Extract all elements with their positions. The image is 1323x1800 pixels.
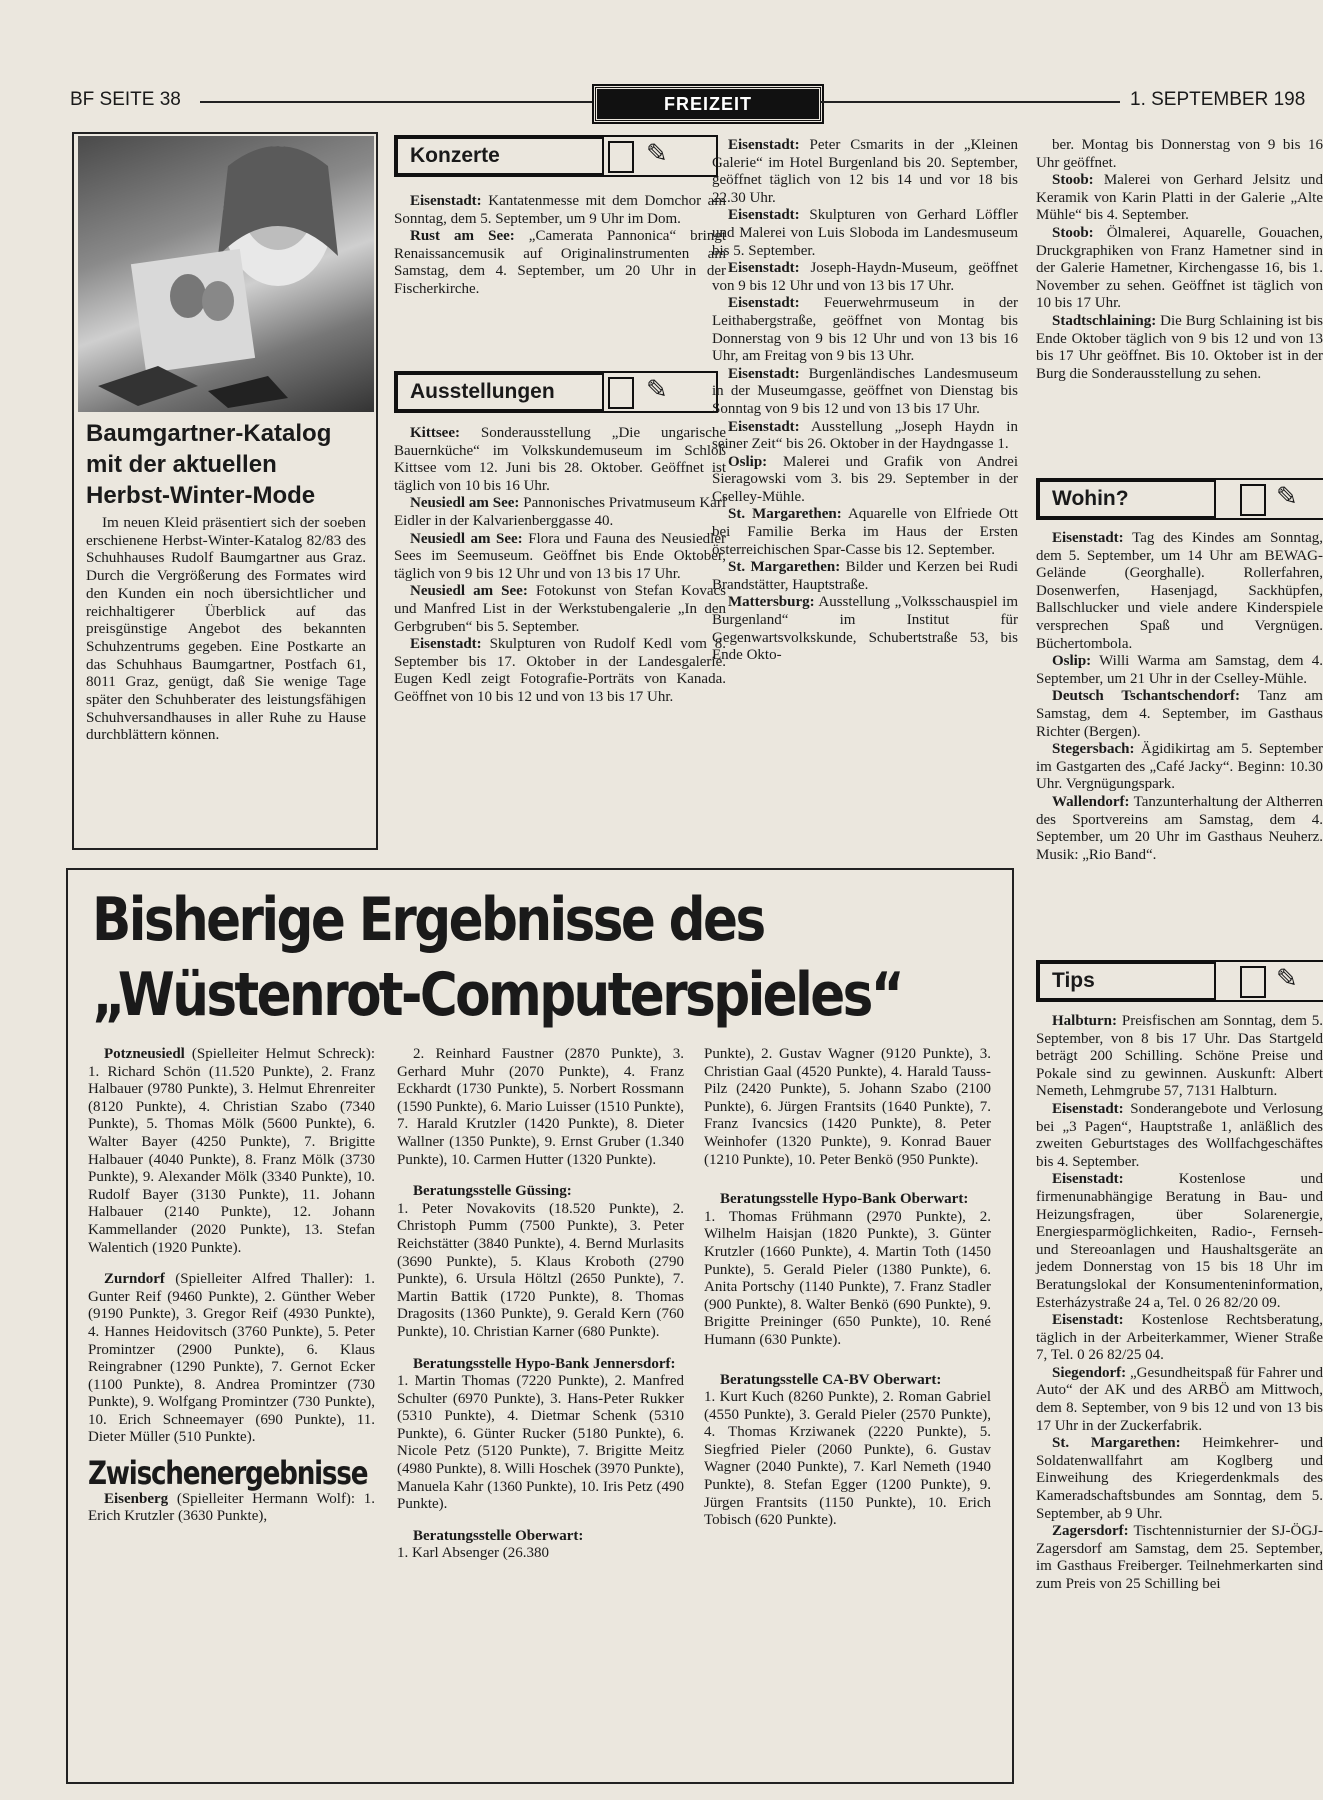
list-item [1036, 1013, 1323, 1101]
item-text: Bilder und Kerzen bei Rudi Brandstätter, Hauptstraße. [712, 559, 1018, 593]
place-name: Beratungsstelle Güssing: [413, 1183, 572, 1200]
item-text: ber. Montag bis Donnerstag von 9 bis 16 Uhr geöffnet. [1036, 137, 1323, 171]
item-text: Ausstellung „Joseph Haydn in seiner Zeit“ bis 26. Oktober in der Haydngasse 1. [712, 418, 1018, 453]
item-text: 1. Martin Thomas (7220 Punkte), 2. Manfred Schulter (6970 Punkte), 3. Hans-Peter Rukker (5310 Punkte), 4. Dietmar Schenk (5310 Punkte), 6. Günter Rucker (5180 Punkte), 6. Nicole Petz (5120 Punkte), 7. Brigitte Meitz (4980 Punkte), 8. Willi Hoschek (3970 Punkte), Manuela Kahr (1360 Punkte), 10. Iris Petz (490 Punkte). [397, 1373, 685, 1513]
place-name: Siegendorf: [1052, 1364, 1127, 1381]
item-text: Sonderangebote und Verlosung bei „3 Pagen“, Hauptstraße 1, anläßlich des zweiten Geburtstages des Wollfachgeschäftes bis 4. September. [1036, 1100, 1323, 1170]
item-text: Ölmalerei, Aquarelle, Gouachen, Druckgraphiken von Franz Hametner sind in der Galerie Hametner, Kirchengasse 16, bis 1. November zu sehen. Geöffnet ist täglich von 10 bis 17 Uhr. [1036, 224, 1323, 312]
place-name: Eisenstadt: [728, 260, 800, 277]
list-item [712, 419, 1018, 454]
item-text: Heimkehrer- und Soldatenwallfahrt am Koglberg und Einweihung des Kriegerdenkmals des Kameradschaftsbundes am Sonntag, dem 5. September, ab 9 Uhr. [1036, 1435, 1323, 1522]
place-name: Eisenstadt: [728, 418, 800, 435]
list-item [394, 531, 726, 584]
item-text: (Spielleiter Helmut Schreck): 1. Richard Schön (11.520 Punkte), 2. Franz Halbauer (9780 Punkte), 3. Helmut Ehrenreiter (8120 Punkte), 4. Christian Szabo (7340 Punkte), 5. Thomas Mölk (5600 Punkte), 6. Walter Bayer (4250 Punkte), 7. Brigitte Halbauer (4040 Punkte), 8. Franz Mölk (3730 Punkte), 9. Alexander Mölk (3340 Punkte), 10. Rudolf Bayer (3130 Punkte), 11. Johann Halbauer (2140 Punkte), 12. Johann Kammellander (2020 Punkte), 13. Stefan Walentich (1920 Punkte). [88, 1046, 375, 1256]
item-text: Ausstellung „Volksschauspiel im Burgenland“ im Institut für Gegenwartsvolkskunde, Schubertstraße 53, bis Ende Okto- [712, 594, 1018, 664]
ausstellungen-continued [712, 137, 1018, 665]
list-item [712, 207, 1018, 260]
list-item [712, 295, 1018, 365]
place-name: Zagersdorf: [1052, 1523, 1129, 1540]
ad-body-text: Im neuen Kleid präsentiert sich der soeben erschienene Herbst-Winter-Katalog 82/83 des Schuhhauses Rudolf Baumgartner aus Graz. Durch die Vergrößerung des Formates wird den Kunden ein noch übersichtlicher und reichhaltigerer Überblick auf das preisgünstige Angebot des bekannten Schuhzentrums gegeben. Eine Postkarte an das Schuhhaus Baumgartner, Postfach 61, 8011 Graz, genügt, daß Sie wenige Tage später den Schuhberater des leistungsfähigen Schuhversandhauses in aller Ruhe zu Hause durchblättern können. [86, 514, 366, 744]
place-name: Beratungsstelle Hypo-Bank Oberwart: [720, 1191, 969, 1208]
section-box-wohin [1036, 478, 1323, 520]
place-name: St. Margarethen: [728, 559, 841, 576]
place-name: Eisenstadt: [728, 137, 800, 153]
item-text: Joseph-Haydn-Museum, geöffnet von 9 bis 12 Uhr und von 13 bis 17 Uhr. [712, 260, 1019, 294]
pen-icon: ✎ [1276, 964, 1298, 994]
place-name: Kittsee: [410, 425, 460, 441]
ad-headline-line: Herbst-Winter-Mode [86, 482, 316, 509]
list-item [394, 495, 726, 530]
tips-list [1036, 1013, 1323, 1594]
item-text: Skulpturen von Rudolf Kedl vom 8. September bis 17. Oktober in der Landesgalerie. Eugen Kedl zeigt Fotografie-Porträts von Kanada. Geöffnet von 10 bis 12 und von 13 bis 17 Uhr. [394, 636, 726, 705]
header-rule-right [820, 101, 1120, 103]
place-name: Eisenstadt: [1052, 1171, 1124, 1188]
item-text: Burgenländisches Landesmuseum in der Museumgasse, geöffnet von Dienstag bis Sonntag von 9 bis 12 und von 13 bis 17 Uhr. [712, 365, 1019, 417]
item-text: Malerei von Gerhard Jelsitz und Keramik von Karin Platti in der Galerie „Alte Mühle“ bis 4. September. [1036, 172, 1323, 224]
place-name: Deutsch Tschantschendorf: [1052, 688, 1241, 705]
list-item [712, 506, 1018, 559]
section-dot [1240, 484, 1266, 516]
item-text: 1. Thomas Frühmann (2970 Punkte), 2. Wilhelm Haisjan (1820 Punkte), 3. Günter Krutzler (1660 Punkte), 4. Martin Toth (1450 Punkte), 5. Gerald Pieler (1380 Punkte), 6. Anita Portschy (1140 Punkte), 7. Franz Stadler (900 Punkte), 8. Walter Benkö (690 Punkte), 9. Brigitte Preininger (650 Punkte), 10. René Humann (630 Punkte). [704, 1208, 991, 1348]
item-text: Peter Csmarits in der „Kleinen Galerie“ im Hotel Burgenland bis 20. September, geöffnet täglich von 12 bis 14 und vor 18 bis 22.30 Uhr. [712, 137, 1018, 206]
place-name: Oslip: [728, 453, 768, 470]
section-label-wohin: Wohin? [1038, 480, 1216, 518]
pen-icon: ✎ [646, 139, 668, 169]
place-name: Potzneusiedl [104, 1046, 185, 1062]
section-dot [608, 377, 634, 409]
item-text: Skulpturen von Gerhard Löffler und Malerei von Luis Sloboda im Landesmuseum bis 5. September. [712, 207, 1019, 259]
item-text: Tanzunterhaltung der Altherren des Sportvereins am Samstag, dem 4. September, um 20 Uhr im Gasthaus Neuherz. Musik: „Rio Band“. [1036, 793, 1323, 863]
list-item [1036, 313, 1323, 383]
item-text: Sonderausstellung „Die ungarische Bauernküche“ im Volkskundemuseum im Schloß Kittsee vom 12. Juni bis 28. Oktober. Geöffnet ist täglich von 10 bis 16 Uhr. [394, 425, 727, 494]
list-item [712, 594, 1018, 664]
list-item [1036, 741, 1323, 794]
list-item [397, 1528, 684, 1563]
place-name: Rust am See: [410, 228, 515, 245]
interim-results-heading: Zwischenergebnisse [88, 1454, 368, 1493]
section-dot [1240, 966, 1266, 998]
item-text: Tag des Kindes am Sonntag, dem 5. September, um 14 Uhr am BEWAG-Gelände (Georghalle). Rollerfahren, Dosenwerfen, Hasenjagd, Sackhüpfen, Ballschlucker und viele andere Kinderspiele versprechen Spaß und Vergnügen. Büchertombola. [1036, 530, 1323, 652]
konzerte-list [394, 193, 726, 299]
list-item [1036, 1435, 1323, 1523]
place-name: Beratungsstelle CA-BV Oberwart: [720, 1371, 942, 1388]
list-item [712, 559, 1018, 594]
list-item [1036, 1171, 1323, 1312]
results-col-2 [397, 1046, 684, 1563]
list-item [704, 1372, 991, 1530]
ad-headline-line: Baumgartner-Katalog [86, 420, 332, 447]
list-item [1036, 137, 1323, 172]
place-name: St. Margarethen: [1052, 1435, 1181, 1452]
section-label-ausstellungen: Ausstellungen [396, 373, 604, 411]
item-text: „Camerata Pannonica“ bringt Renaissancemusik auf Originalinstrumenten am Samstag, dem 4. September, um 20 Uhr in der Fischerkirche. [394, 228, 726, 297]
ad-headline-line: mit der aktuellen [86, 451, 277, 478]
ausstellungen-tail [1036, 137, 1323, 383]
list-item [1036, 688, 1323, 741]
list-item [712, 137, 1018, 207]
list-item [1036, 653, 1323, 688]
place-name: Beratungsstelle Oberwart: [413, 1527, 584, 1544]
results-col-1 [88, 1046, 375, 1526]
item-text: Tischtennisturnier der SJ-ÖGJ-Zagersdorf am Samstag, dem 25. September, im Gasthaus Freiberger. Teilnehmerkarten sind zum Preis von 25 Schilling bei [1036, 1523, 1323, 1592]
list-item [394, 636, 726, 706]
list-item [88, 1271, 375, 1447]
section-box-konzerte [394, 135, 718, 177]
ad-headline [86, 418, 376, 511]
item-text: Fotokunst von Stefan Kovacs und Manfred List in der Werkstubengalerie „In den Gerbgruben“ bis 5. September. [394, 583, 726, 635]
item-text: Kantatenmesse mit dem Domchor am Sonntag, dem 5. September, um 9 Uhr im Dom. [394, 193, 727, 227]
item-text: Die Burg Schlaining ist bis Ende Oktober täglich von 9 bis 12 und von 13 bis 17 Uhr geöffnet. Bis 10. Oktober ist in der Burg die Sonderausstellung zu sehen. [1036, 312, 1323, 382]
place-name: Stegersbach: [1052, 741, 1135, 758]
issue-date: 1. SEPTEMBER 198 [1130, 89, 1306, 110]
list-item [712, 366, 1018, 419]
pen-icon: ✎ [1276, 482, 1298, 512]
results-title-line1: Bisherige Ergebnisse des [92, 885, 764, 955]
catalog-photo-illustration [78, 136, 374, 412]
place-name: Wallendorf: [1052, 793, 1130, 810]
ad-body [86, 514, 366, 744]
pen-icon: ✎ [646, 375, 668, 405]
place-name: Halbturn: [1052, 1013, 1118, 1029]
list-item [1036, 1365, 1323, 1435]
header-rule-left [200, 101, 594, 103]
list-item [712, 454, 1018, 507]
place-name: Neusiedl am See: [410, 530, 523, 547]
list-item: 2. Reinhard Faustner (2870 Punkte), 3. Gerhard Muhr (2070 Punkte), 4. Franz Eckhardt (1730 Punkte), 5. Norbert Rossmann (1590 Punkte), 6. Mario Luisser (1510 Punkte), 7. Harald Krutzler (1420 Punkte), 8. Dieter Wallner (1350 Punkte), 9. Ernst Gruber (1.340 Punkte), 10. Carmen Hutter (1320 Punkte). [397, 1046, 684, 1168]
place-name: Eisenstadt: [1052, 1100, 1124, 1117]
item-text: Willi Warma am Samstag, dem 4. September, um 21 Uhr in der Cselley-Mühle. [1036, 653, 1323, 687]
list-item [88, 1046, 375, 1257]
place-name: Eisenberg [104, 1490, 169, 1507]
item-text: Malerei und Grafik von Andrei Sieragowski vom 3. bis 29. September in der Cselley-Mühle. [712, 453, 1018, 505]
item-text: Flora und Fauna des Neusiedler Sees im Seemuseum. Geöffnet bis Ende Oktober, täglich von 9 bis 12 Uhr und von 13 bis 17 Uhr. [394, 530, 727, 582]
item-text: Preisfischen am Sonntag, dem 5. September, von 8 bis 17 Uhr. Das Startgeld beträgt 200 Schilling. Schöne Preise und Pokale sind zu gewinnen. Auskunft: Albert Nemeth, Lehmgrube 57, 7131 Halbturn. [1036, 1013, 1323, 1100]
section-label-konzerte: Konzerte [396, 137, 604, 175]
section-tag: FREIZEIT [594, 86, 822, 122]
list-item [88, 1491, 375, 1526]
list-item [1036, 794, 1323, 864]
place-name: Stoob: [1052, 224, 1094, 241]
list-item [1036, 1312, 1323, 1365]
item-text: Kostenlose Rechtsberatung, täglich in der Arbeiterkammer, Wiener Straße 7, Tel. 0 26 82/25 04. [1036, 1312, 1323, 1364]
list-item [397, 1356, 684, 1514]
list-item [1036, 1523, 1323, 1593]
place-name: Stadtschlaining: [1052, 312, 1157, 329]
item-text: Feuerwehrmuseum in der Leithabergstraße, geöffnet von Montag bis Donnerstag von 9 bis 12 Uhr und von 13 bis 16 Uhr, am Freitag von 9 bis 13 Uhr. [712, 295, 1018, 365]
wohin-list [1036, 530, 1323, 864]
list-item [1036, 172, 1323, 225]
item-text: 1. Peter Novakovits (18.520 Punkte), 2. Christoph Pumm (7500 Punkte), 3. Peter Reichstätter (3840 Punkte), 4. Bernd Murlasits (3690 Punkte), 5. Klaus Kroboth (2790 Punkte), 6. Ursula Höltzl (2650 Punkte), 7. Martin Battik (1720 Punkte), 8. Thomas Dragosits (1360 Punkte), 9. Gerald Kern (760 Punkte), 10. Christian Karner (680 Punkte). [397, 1200, 684, 1340]
list-item [704, 1191, 991, 1349]
place-name: Stoob: [1052, 172, 1094, 189]
item-text: (Spielleiter Hermann Wolf): 1. Erich Krutzler (3630 Punkte), [88, 1490, 375, 1525]
list-item [394, 583, 726, 636]
catalog-photo [78, 136, 374, 412]
ausstellungen-list [394, 425, 726, 707]
place-name: Neusiedl am See: [410, 495, 520, 512]
item-text: 1. Kurt Kuch (8260 Punkte), 2. Roman Gabriel (4550 Punkte), 3. Gerald Pieler (2570 Punkte), 4. Thomas Krziwanek (2220 Punkte), 5. Siegfried Pieler (2060 Punkte), 6. Gustav Wagner (2040 Punkte), 7. Karl Nemeth (1940 Punkte), 8. Stefan Egger (1200 Punkte), 9. Jürgen Frantsits (1150 Punkte), 10. Erich Tobisch (620 Punkte). [704, 1389, 991, 1529]
place-name: Eisenstadt: [1052, 1312, 1124, 1329]
results-col-3 [704, 1046, 991, 1530]
place-name: Eisenstadt: [728, 295, 800, 312]
list-item [712, 260, 1018, 295]
list-item [1036, 1101, 1323, 1171]
page-number: BF SEITE 38 [70, 89, 181, 110]
place-name: Eisenstadt: [728, 365, 800, 382]
place-name: Eisenstadt: [410, 193, 482, 209]
item-text: 1. Karl Absenger (26.380 [397, 1545, 550, 1562]
place-name: Eisenstadt: [1052, 530, 1124, 546]
item-text: Ägidikirtag am 5. September im Gastgarten des „Café Jacky“. Beginn: 10.30 Uhr. Vergnügungspark. [1036, 741, 1323, 793]
section-dot [608, 141, 634, 173]
list-item [1036, 225, 1323, 313]
item-text: Pannonisches Privatmuseum Karl Eidler in der Kalvarienberggasse 40. [394, 495, 726, 529]
list-item: Punkte), 2. Gustav Wagner (9120 Punkte), 3. Christian Gaal (4520 Punkte), 4. Harald Tauss-Pilz (2420 Punkte), 5. Johann Szabo (2100 Punkte), 6. Jürgen Frantsits (1640 Punkte), 7. Franz Ivancsics (1420 Punkte), 8. Peter Weinhofer (1320 Punkte), 9. Konrad Bauer (1210 Punkte), 10. Peter Benkö (950 Punkte). [704, 1046, 991, 1168]
list-item [1036, 530, 1323, 653]
results-title-line2: „Wüstenrot-Computerspieles“ [92, 960, 903, 1030]
item-text: Tanz am Samstag, dem 4. September, im Gasthaus Richter (Bergen). [1036, 688, 1323, 740]
section-box-ausstellungen [394, 371, 718, 413]
list-item [394, 193, 726, 228]
list-item [397, 1183, 684, 1341]
place-name: St. Margarethen: [728, 506, 842, 523]
list-item [394, 228, 726, 298]
place-name: Eisenstadt: [410, 636, 482, 653]
place-name: Oslip: [1052, 653, 1092, 670]
list-item [394, 425, 726, 495]
place-name: Zurndorf [104, 1271, 165, 1288]
place-name: Eisenstadt: [728, 207, 800, 224]
item-text: Aquarelle von Elfriede Ott bei Familie Berka im Haus der Ersten österreichischen Spar-Casse bis 12. September. [712, 506, 1018, 558]
place-name: Neusiedl am See: [410, 583, 528, 600]
item-text: (Spielleiter Alfred Thaller): 1. Gunter Reif (9460 Punkte), 2. Günther Weber (9190 Punkte), 3. Gregor Reif (4930 Punkte), 4. Hannes Heidovitsch (3760 Punkte), 5. Peter Promintzer (2900 Punkte), 6. Klaus Reingrabner (1290 Punkte), 7. Gernot Ecker (1100 Punkte), 8. Andrea Promintzer (730 Punkte), 9. Wolfgang Promintzer (730 Punkte), 10. Erich Schneemayer (690 Punkte), 11. Dieter Müller (510 Punkte). [88, 1271, 375, 1446]
place-name: Beratungsstelle Hypo-Bank Jennersdorf: [413, 1355, 676, 1372]
place-name: Mattersburg: [728, 594, 815, 611]
item-text: Kostenlose und firmenunabhängige Beratung in Bau- und Heizungsfragen, über Solarenergie, Energiesparmöglichkeiten, Radio-, Fernseh- und Stereoanlagen und Haushaltsgeräte an jedem Donnerstag von 15 bis 18 Uhr im Beratungslokal der Konsumenteninformation, Esterházystraße 24 a, Tel. 0 26 82/20 09. [1036, 1171, 1323, 1311]
section-label-tips: Tips [1038, 962, 1216, 1000]
item-text: „Gesundheitspaß für Fahrer und Auto“ der AK und des ARBÖ am Mittwoch, dem 8. September, von 9 bis 12 und von 13 bis 17 Uhr in der Zuckerfabrik. [1036, 1364, 1323, 1434]
section-box-tips [1036, 960, 1323, 1002]
